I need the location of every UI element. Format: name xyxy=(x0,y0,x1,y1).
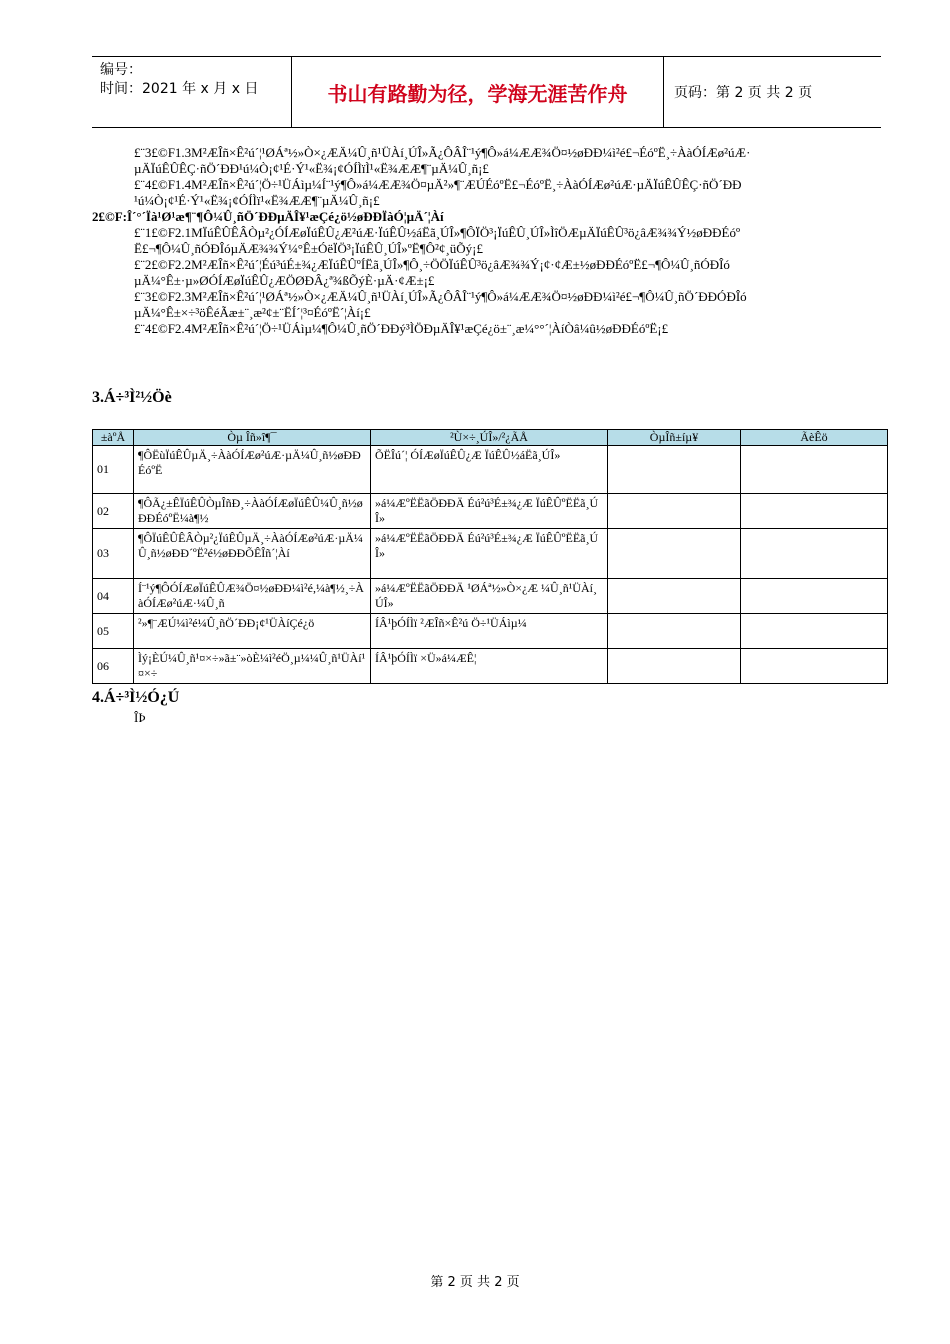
cell-activity: ¶ÔÃ¿±ÊÏúÊÛÒµÎñÐ¸÷ÀàÓÍÆøÏúÊÛ¼Û¸ñ½øÐÐÉóºË¼à¶½ xyxy=(134,494,371,529)
cell-no: 02 xyxy=(93,494,134,529)
cell-activity: ¶ÔÏúÊÛÊÂÒµ²¿ÏúÊÛµÄ¸÷ÀàÓÍÆø²úÆ·µÄ¼Û¸ñ½øÐÐ´ºË²é½øÐÐÕÊÎñ´¦Àí xyxy=(134,529,371,579)
body-line: µÄÏúÊÛÊÇ·ñÖ´ÐÐ¹ú¼Ò¡¢¹É·Ý¹«Ë¾¡¢ÓÍÌïÌ¹«Ë¾ÆÆ¶¨µÄ¼Û¸ñ¡£ xyxy=(134,161,489,176)
table-row xyxy=(93,494,888,529)
cell-form xyxy=(608,529,741,579)
cell-position: »á¼ÆºËËãÖÐÐÄ Éú²ú³É±¾¿Æ ÏúÊÛºËËã¸ÚÎ» xyxy=(371,529,608,579)
cell-position: ÍÂ¹þÓÍÌï ×Ü»á¼ÆÊ¦ xyxy=(371,649,608,684)
cell-description xyxy=(741,649,888,684)
col-header-position: ²Ù×÷¸ÚÎ»/²¿ÃÅ xyxy=(371,430,608,446)
section-heading: 2£©F:Î´°´Ïà¹Ø¹æ¶¨¶Ô¼Û¸ñÖ´ÐÐµÄÎ¥¹æÇé¿ö½øÐÐÏàÓ¦µÄ´¦Àí xyxy=(92,209,444,224)
cell-form xyxy=(608,614,741,649)
body-line: £¨3£©F2.3M²ÆÎñ×Ê²ú´¦¹ØÁª½»Ò×¿ÆÄ¼Û¸ñ¹ÜÀí¸ÚÎ»Ã¿ÔÂÎ¨¹ý¶Ô»á¼ÆÆ¾Ö¤½øÐÐ¼ì²é£¬¶Ô¼Û¸ñÖ´ÐÐÓÐÎó xyxy=(134,289,747,304)
cell-no: 01 xyxy=(93,446,134,494)
cell-activity: Í¨¹ý¶ÔÓÍÆøÏúÊÛÆ¾Ö¤½øÐÐ¼ì²é,¼à¶½¸÷ÀàÓÍÆø²úÆ·¼Û¸ñ xyxy=(134,579,371,614)
page-footer: 第 2 页 共 2 页 xyxy=(430,1275,520,1290)
body-line: ¹ú¼Ò¡¢¹É·Ý¹«Ë¾¡¢ÓÍÌï¹«Ë¾ÆÆ¶¨µÄ¼Û¸ñ¡£ xyxy=(134,193,380,208)
table-row xyxy=(93,649,888,684)
section-4-text: ÎÞ xyxy=(134,710,146,725)
section-4-title: 4.Á÷³Ì½Ó¿Ú xyxy=(92,689,180,706)
cell-activity: ²»¶¨ÆÚ¼ì²é¼Û¸ñÖ´ÐÐ¡¢¹ÜÀíÇé¿ö xyxy=(134,614,371,649)
cell-form xyxy=(608,446,741,494)
header-number-label: 编号： xyxy=(100,62,142,78)
table-header-row xyxy=(93,430,888,446)
body-line: £¨4£©F1.4M²ÆÎñ×Ê²ú´¦Ö÷¹ÜÁìµ¼Í¨¹ý¶Ô»á¼ÆÆ¾Ö¤µÄ²»¶¨ÆÚÉóºË£¬ÉóºË¸÷ÀàÓÍÆø²úÆ·µÄÏúÊÛÊÇ·ñÖ´ÐÐ xyxy=(134,177,742,192)
process-steps-table xyxy=(92,429,888,684)
header-page-number: 页码：第 2 页 共 2 页 xyxy=(674,85,813,101)
body-line: £¨2£©F2.2M²ÆÎñ×Ê²ú´¦Éú³úÉ±¾¿ÆÏúÊÛºÍËã¸ÚÎ»¶Ô¸÷ÖÖÏúÊÛ³ö¿âÆ¾¾Ý¡¢·¢Æ±½øÐÐÉóºË£¬¶Ô¼Û¸ñÓÐÎó xyxy=(134,257,730,272)
table-row xyxy=(93,579,888,614)
page-header xyxy=(92,56,881,128)
cell-description xyxy=(741,529,888,579)
cell-no: 06 xyxy=(93,649,134,684)
cell-position: »á¼ÆºËËãÖÐÐÄ Éú²ú³É±¾¿Æ ÏúÊÛºËËã¸ÚÎ» xyxy=(371,494,608,529)
table-row xyxy=(93,614,888,649)
cell-position: ÕËÎú´¦ ÓÍÆøÏúÊÛ¿Æ ÏúÊÛ½áËã¸ÚÎ» xyxy=(371,446,608,494)
cell-no: 03 xyxy=(93,529,134,579)
table-row xyxy=(93,529,888,579)
body-line: Ë£¬¶Ô¼Û¸ñÓÐÎóµÄÆ¾¾Ý¼°Ê±ÓëÏÖ³¡ÏúÊÛ¸ÚÎ»ºË¶Ô²¢¸üÕý¡£ xyxy=(134,241,483,256)
cell-description xyxy=(741,446,888,494)
cell-activity: Ìý¡ÈÚ¼Û¸ñ¹¤×÷»ã±¨»òÈ¼ì²éÖ¸µ¼¼Û¸ñ¹ÜÀí¹¤×÷ xyxy=(134,649,371,684)
header-meta xyxy=(92,57,292,127)
cell-activity: ¶ÔËùÏúÊÛµÄ¸÷ÀàÓÍÆø²úÆ·µÄ¼Û¸ñ½øÐÐÉóºË xyxy=(134,446,371,494)
col-header-form: ÒµÎñ±íµ¥ xyxy=(608,430,741,446)
body-line: £¨1£©F2.1MÏúÊÛÊÂÒµ²¿ÓÍÆøÏúÊÛ¿Æ²úÆ·ÏúÊÛ½áËã¸ÚÎ»¶ÔÏÖ³¡ÏúÊÛ¸ÚÎ»ÌîÖÆµÄÏúÊÛ³ö¿âÆ¾¾Ý½øÐÐÉóº xyxy=(134,225,740,240)
body-line: µÄ¼°Ê±·µ»ØÓÍÆøÏúÊÛ¿ÆÖØÐÂ¿ª¾ßÕýÈ·µÄ·¢Æ±¡£ xyxy=(134,273,435,288)
body-line: £¨3£©F1.3M²ÆÎñ×Ê²ú´¦¹ØÁª½»Ò×¿ÆÄ¼Û¸ñ¹ÜÀí¸ÚÎ»Ã¿ÔÂÎ¨¹ý¶Ô»á¼ÆÆ¾Ö¤½øÐÐ¼ì²é£¬ÉóºË¸÷ÀàÓÍÆø²úÆ· xyxy=(134,145,751,160)
cell-position: ÍÂ¹þÓÍÌï ²ÆÎñ×Ê²ú Ö÷¹ÜÁìµ¼ xyxy=(371,614,608,649)
cell-form xyxy=(608,494,741,529)
cell-description xyxy=(741,579,888,614)
cell-description xyxy=(741,494,888,529)
section-3-title: 3.Á÷³Ì²½Öè xyxy=(92,389,172,406)
header-motto: 书山有路勤为径，学海无涯苦作舟 xyxy=(292,57,664,127)
cell-form xyxy=(608,649,741,684)
header-time-label: 时间：2021 年 x 月 x 日 xyxy=(100,81,259,97)
cell-description xyxy=(741,614,888,649)
cell-no: 04 xyxy=(93,579,134,614)
col-header-activity: Òµ Îñ»î¶¯ xyxy=(134,430,371,446)
cell-form xyxy=(608,579,741,614)
col-header-description: ÃèÊö xyxy=(741,430,888,446)
body-line: £¨4£©F2.4M²ÆÎñ×Ê²ú´¦Ö÷¹ÜÁìµ¼¶Ô¼Û¸ñÖ´ÐÐý³ÌÖÐµÄÎ¥¹æÇé¿ö±¨¸æ¼°°´¦ÀíÒâ¼û½øÐÐÉóºË¡£ xyxy=(134,321,669,336)
cell-no: 05 xyxy=(93,614,134,649)
body-text xyxy=(92,145,892,337)
body-line: µÄ¼°Ê±×÷³öÊéÃæ±¨¸æ²¢±¨ËÍ´¦³¤ÉóºË´¦Àí¡£ xyxy=(134,305,371,320)
cell-position: »á¼ÆºËËãÖÐÐÄ ¹ØÁª½»Ò×¿Æ ¼Û¸ñ¹ÜÀí¸ÚÎ» xyxy=(371,579,608,614)
col-header-no: ±àºÅ xyxy=(93,430,134,446)
table-row xyxy=(93,446,888,494)
